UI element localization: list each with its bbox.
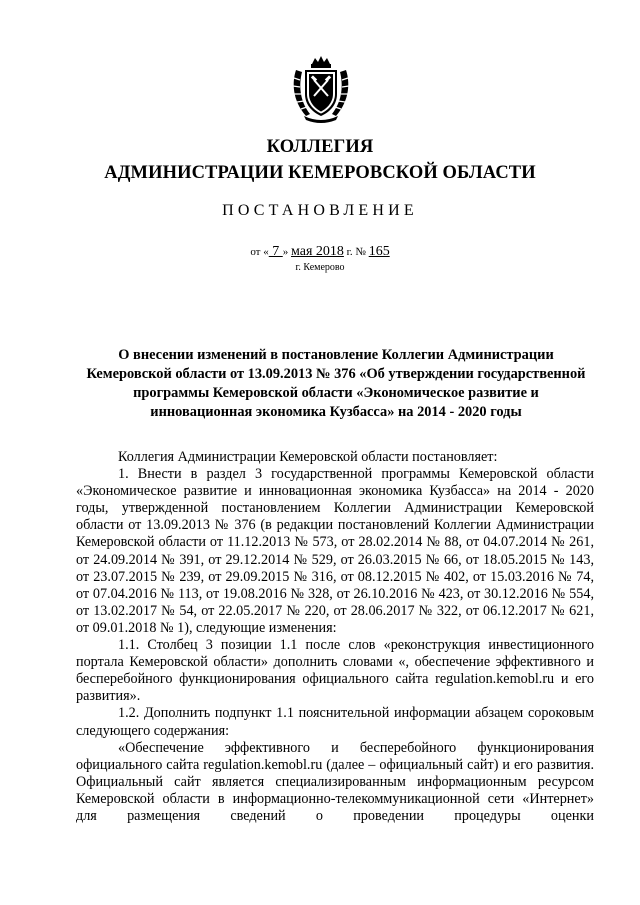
document-number: 165 — [368, 244, 390, 259]
kemerovo-coat-of-arms-emblem — [290, 56, 352, 124]
paragraph-1: 1. Внести в раздел 3 государственной программы Кемеровской области «Экономическое развитие и инновационная экономика Кузбасса» на 2014 - 2020 годы, утвержденной постановлением Коллегии Администрации Кемеровской области от 13.09.2013 № 376 (в редакции постановлений Коллегии Администрации Кемеровской области от 11.12.2013 № 573, от 28.02.2014 № 88, от 04.07.2014 № 261, от 24.09.2014 № 391, от 29.12.2014 № 529, от 26.03.2015 № 66, от 18.05.2015 № 143, от 23.07.2015 № 239, от 29.09.2015 № 316, от 08.12.2015 № 402, от 15.03.2016 № 74, от 07.04.2016 № 113, от 19.08.2016 № 328, от 26.10.2016 № 423, от 30.12.2016 № 554, от 13.02.2017 № 54, от 22.05.2017 № 220, от 28.06.2017 № 322, от 06.12.2017 № 621, от 09.01.2018 № 1), следующие изменения: — [76, 466, 594, 636]
org-title-line1: КОЛЛЕГИЯ — [266, 137, 374, 157]
date-prefix: от « — [250, 246, 269, 258]
date-suffix: г. № — [343, 246, 369, 258]
date-day: 7 — [268, 244, 283, 259]
paragraph-1-2: 1.2. Дополнить подпункт 1.1 пояснительной информации абзацем сороковым следующего содержания: — [76, 705, 594, 739]
paragraph-preamble: Коллегия Администрации Кемеровской области постановляет: — [118, 449, 498, 465]
document-city: г. Кемерово — [295, 262, 345, 273]
document-date-line — [0, 246, 640, 258]
paragraph-quote: «Обеспечение эффективного и бесперебойного функционирования официального сайта regulation.kemobl.ru (далее – официальный сайт) и его развития. Официальный сайт является специализированным информационным ресурсом Кемеровской области в информационно-телекоммуникационной сети «Интернет» для размещения сведений о проведении процедуры оценки — [76, 739, 594, 824]
document-type: ПОСТАНОВЛЕНИЕ — [222, 202, 418, 219]
document-heading: О внесении изменений в постановление Коллегии Администрации Кемеровской области от 13.09.2013 № 376 «Об утверждении государственной программы Кемеровской области «Экономическое развитие и инновационная экономика Кузбасса» на 2014 - 2020 годы — [86, 347, 586, 420]
date-mid: » — [282, 246, 291, 258]
org-title-line2: АДМИНИСТРАЦИИ КЕМЕРОВСКОЙ ОБЛАСТИ — [104, 163, 536, 183]
date-month-year: мая 2018 — [290, 244, 344, 259]
paragraph-1-1: 1.1. Столбец 3 позиции 1.1 после слов «реконструкция инвестиционного портала Кемеровской области» дополнить словами «, обеспечение эффективного и бесперебойного функционирования официального сайта regulation.kemobl.ru и его развития». — [76, 637, 594, 705]
document-body — [76, 449, 594, 825]
